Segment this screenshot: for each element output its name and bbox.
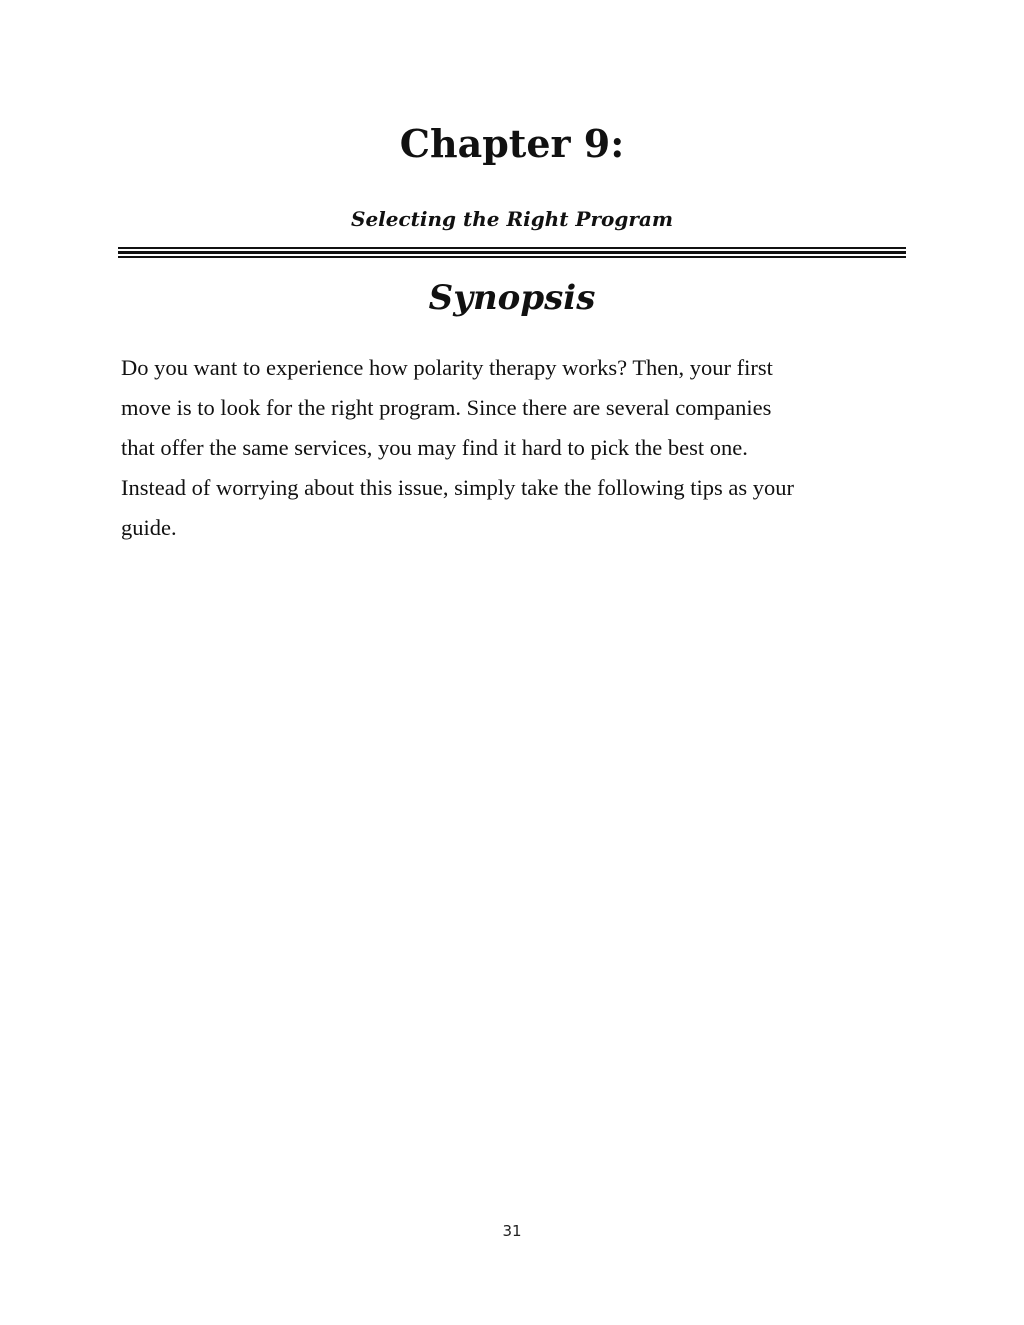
body-paragraph: Do you want to experience how polarity therapy works? Then, your first move is to look for the right program. Since there are several companies that offer the same services, you may find it hard to pick the best one. Instead of worrying about this issue, simply take the following tips as your guide. — [121, 355, 795, 540]
rule-line-top — [118, 247, 906, 249]
rule-line-bottom — [118, 256, 906, 258]
page-number: 31 — [502, 1222, 522, 1240]
rule-line-middle — [118, 251, 906, 254]
section-heading: Synopsis — [428, 278, 596, 318]
chapter-subtitle: Selecting the Right Program — [351, 207, 673, 231]
chapter-title: Chapter 9: — [399, 121, 625, 166]
